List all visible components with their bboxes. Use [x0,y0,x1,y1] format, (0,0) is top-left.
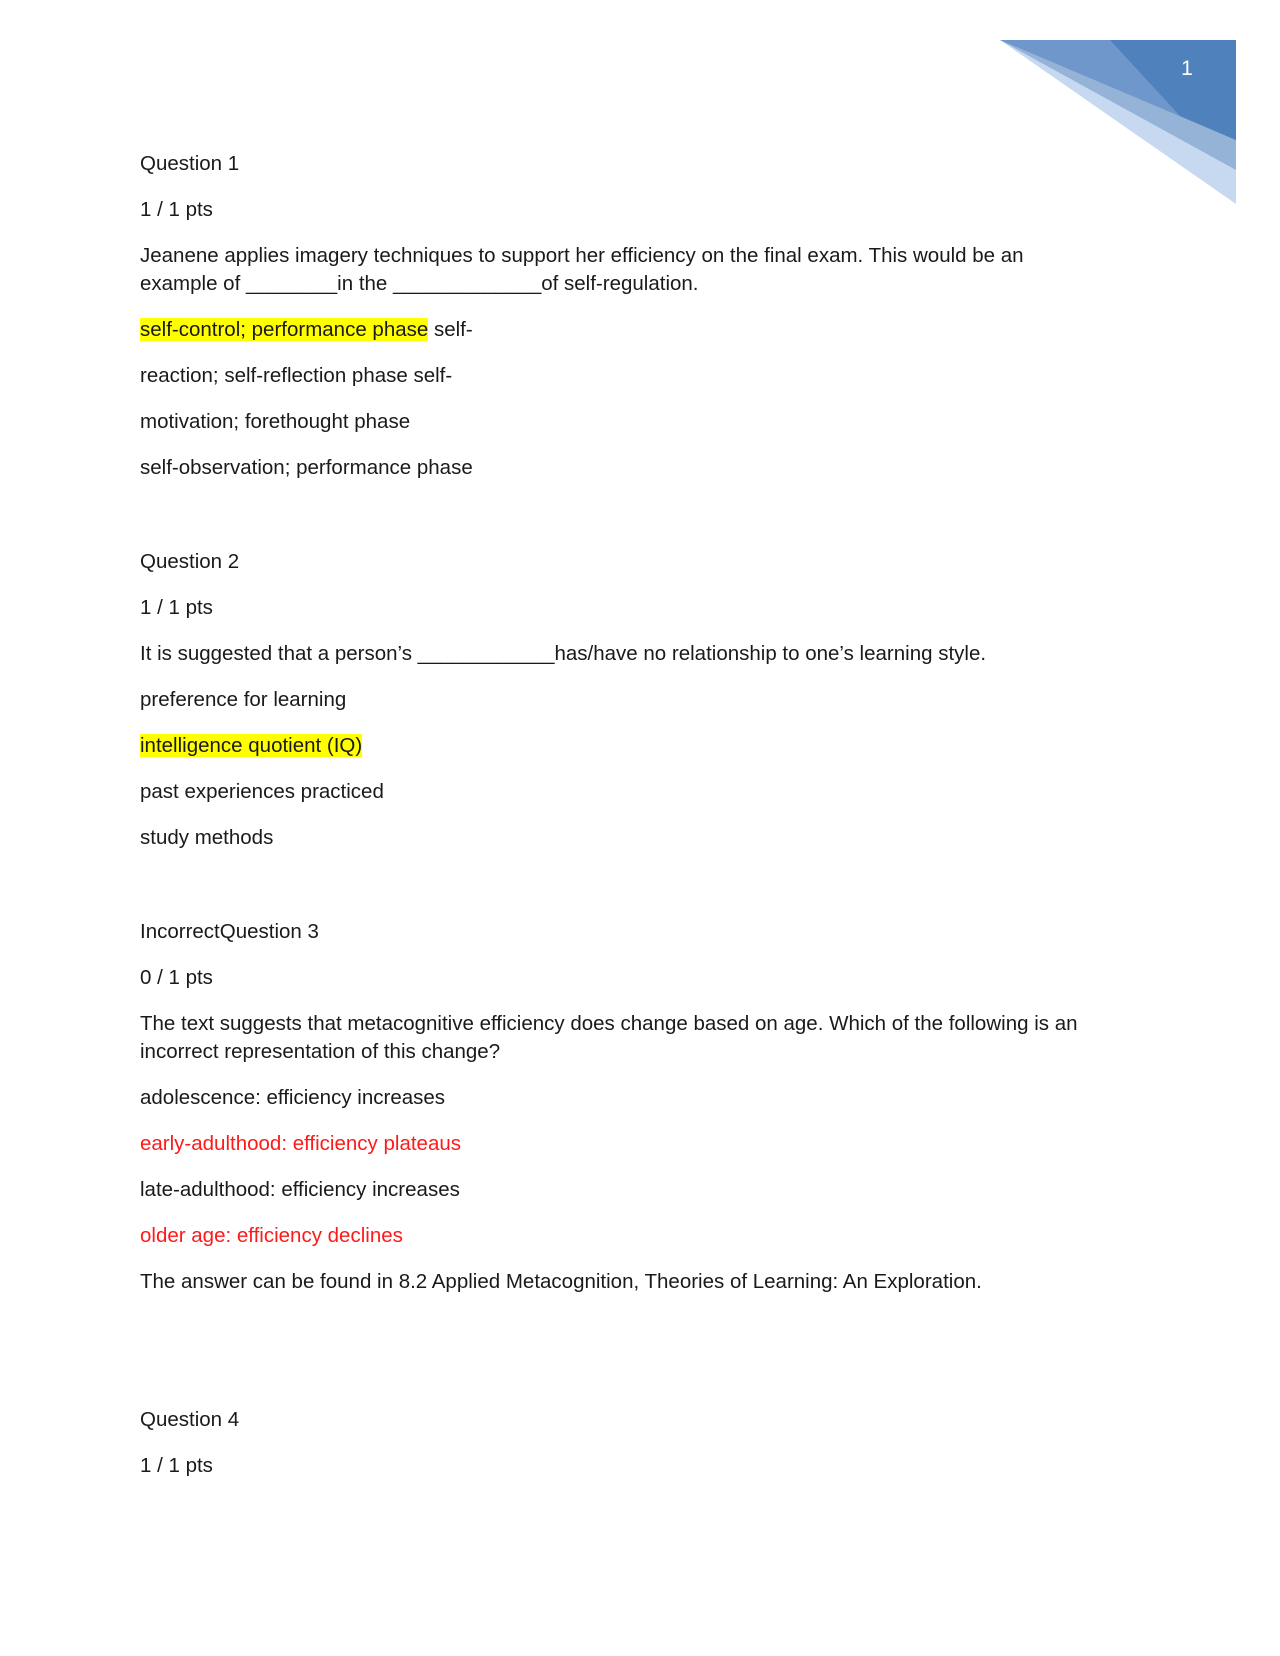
q3-prompt [140,1010,1140,1066]
q3-prompt-line2: incorrect representation of this change? [140,1040,501,1063]
q1-prompt-line1: Jeanene applies imagery techniques to support her efficiency on the final exam. This would be an [140,244,1024,267]
page-number: 1 [1181,57,1193,80]
q1-option-1 [140,316,1140,344]
q3-option-2-marked: early-adulthood: efficiency plateaus [140,1132,461,1155]
q2-title: Question 2 [140,550,240,573]
q2-correct-answer-highlight: intelligence quotient (IQ) [140,734,363,757]
q1-correct-answer-highlight: self-control; performance phase [140,318,429,341]
q2-option-2 [140,732,1140,760]
spacer [140,1314,1140,1406]
q2-points: 1 / 1 pts [140,596,213,619]
q1-prompt [140,242,1140,298]
q4-points: 1 / 1 pts [140,1454,213,1477]
q1-option-3: motivation; forethought phase [140,410,411,433]
q3-option-1: adolescence: efficiency increases [140,1086,446,1109]
spacer [140,500,1140,548]
q3-title: IncorrectQuestion 3 [140,920,319,943]
q3-points: 0 / 1 pts [140,966,213,989]
q2-option-4: study methods [140,826,274,849]
q1-option-4: self-observation; performance phase [140,456,473,479]
q3-answer-note: The answer can be found in 8.2 Applied Metacognition, Theories of Learning: An Exploration. [140,1270,982,1293]
q2-prompt: It is suggested that a person’s ____________has/have no relationship to one’s learning style. [140,642,987,665]
q1-points: 1 / 1 pts [140,198,213,221]
q1-prompt-line2: example of ________in the _____________of self-regulation. [140,272,699,295]
q1-option-1-tail: self- [428,318,473,341]
spacer [140,870,1140,918]
document-body [140,150,1140,1498]
q4-title: Question 4 [140,1408,240,1431]
q1-option-2: reaction; self-reflection phase self- [140,364,453,387]
q3-prompt-line1: The text suggests that metacognitive efficiency does change based on age. Which of the following is an [140,1012,1078,1035]
q3-option-3: late-adulthood: efficiency increases [140,1178,460,1201]
q1-title: Question 1 [140,152,240,175]
q2-option-3: past experiences practiced [140,780,384,803]
q3-option-4-marked: older age: efficiency declines [140,1224,403,1247]
q2-option-1: preference for learning [140,688,347,711]
